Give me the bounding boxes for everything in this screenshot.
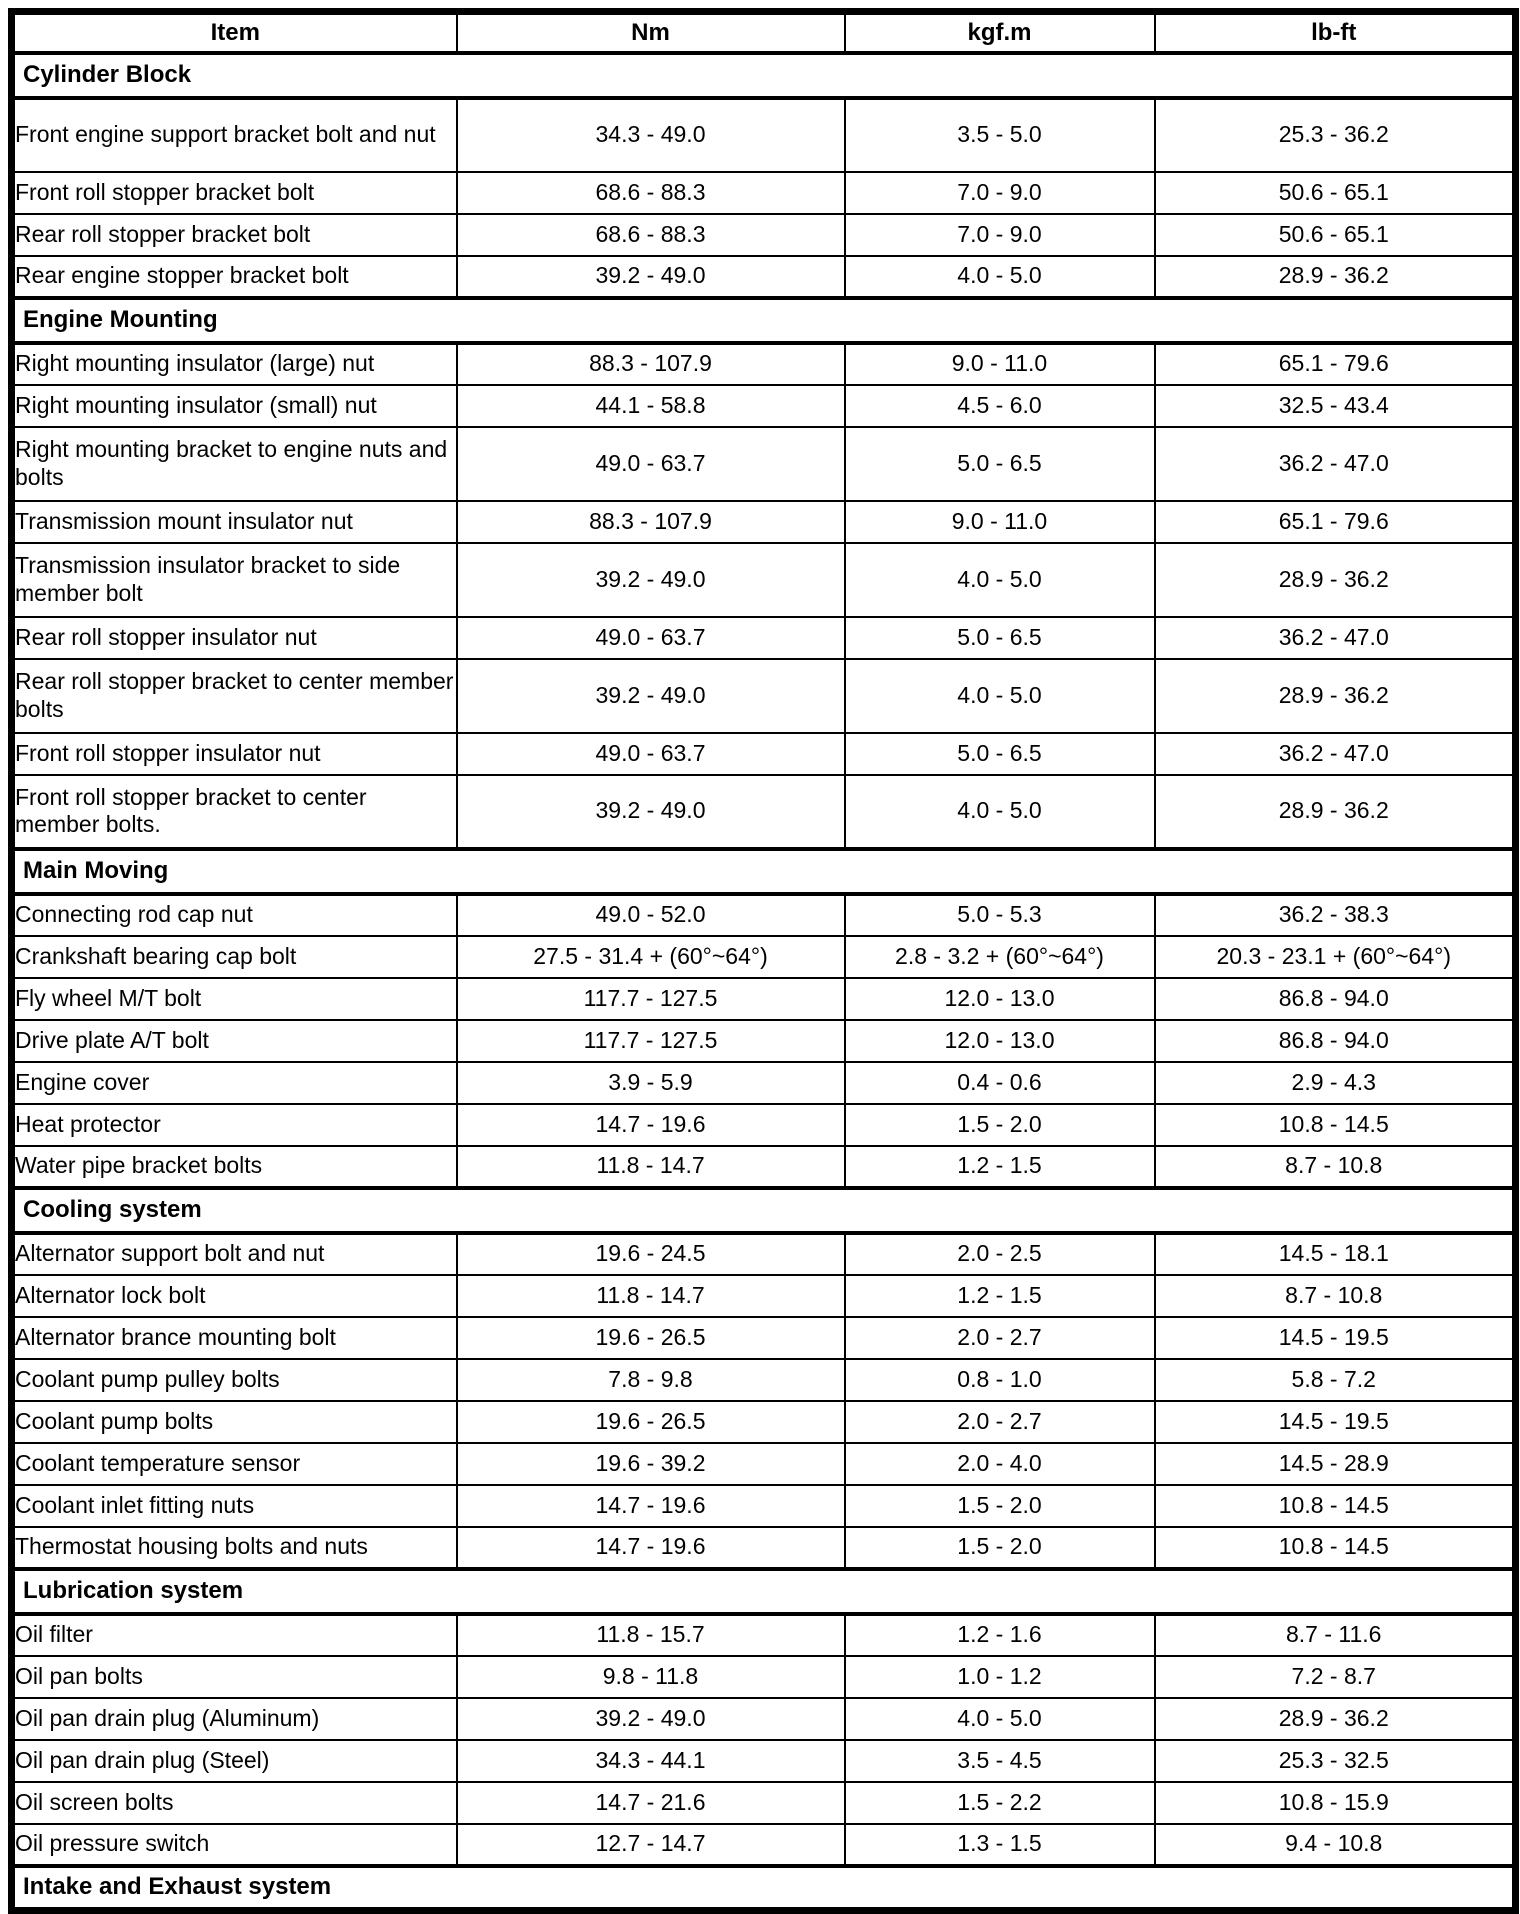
nm-value-cell: 14.7 - 19.6 — [457, 1485, 845, 1527]
table-row — [12, 1020, 1516, 1062]
lbft-value-cell: 10.8 - 15.9 — [1155, 1782, 1516, 1824]
kgfm-value-cell: 2.0 - 2.7 — [845, 1317, 1155, 1359]
lbft-value-cell: 50.6 - 65.1 — [1155, 172, 1516, 214]
nm-value-cell: 27.5 - 31.4 + (60°~64°) — [457, 936, 845, 978]
table-row — [12, 1698, 1516, 1740]
kgfm-value-cell: 2.0 - 2.5 — [845, 1233, 1155, 1275]
table-row — [12, 1233, 1516, 1275]
item-cell: Transmission mount insulator nut — [12, 501, 457, 543]
kgfm-value-cell: 12.0 - 13.0 — [845, 978, 1155, 1020]
table-row — [12, 1824, 1516, 1866]
kgfm-value-cell: 9.0 - 11.0 — [845, 343, 1155, 385]
table-row — [12, 617, 1516, 659]
table-row — [12, 1656, 1516, 1698]
section-header-row — [12, 298, 1516, 343]
item-cell: Front engine support bracket bolt and nut — [12, 98, 457, 172]
kgfm-value-cell: 4.5 - 6.0 — [845, 385, 1155, 427]
item-cell: Right mounting insulator (large) nut — [12, 343, 457, 385]
kgfm-value-cell: 2.0 - 4.0 — [845, 1443, 1155, 1485]
section-title: Main Moving — [12, 849, 1516, 894]
item-cell: Heat protector — [12, 1104, 457, 1146]
item-cell: Rear roll stopper bracket to center member bolts — [12, 659, 457, 733]
table-row — [12, 733, 1516, 775]
lbft-value-cell: 36.2 - 47.0 — [1155, 617, 1516, 659]
lbft-value-cell: 50.6 - 65.1 — [1155, 214, 1516, 256]
lbft-value-cell: 7.2 - 8.7 — [1155, 1656, 1516, 1698]
table-row — [12, 1782, 1516, 1824]
table-row — [12, 343, 1516, 385]
column-header-item: Item — [12, 12, 457, 53]
nm-value-cell: 19.6 - 26.5 — [457, 1401, 845, 1443]
nm-value-cell: 34.3 - 44.1 — [457, 1740, 845, 1782]
item-cell: Oil pressure switch — [12, 1824, 457, 1866]
nm-value-cell: 39.2 - 49.0 — [457, 256, 845, 298]
kgfm-value-cell: 5.0 - 6.5 — [845, 733, 1155, 775]
nm-value-cell: 39.2 - 49.0 — [457, 659, 845, 733]
nm-value-cell: 14.7 - 21.6 — [457, 1782, 845, 1824]
item-cell: Alternator brance mounting bolt — [12, 1317, 457, 1359]
item-cell: Water pipe bracket bolts — [12, 1146, 457, 1188]
item-cell: Connecting rod cap nut — [12, 894, 457, 936]
lbft-value-cell: 9.4 - 10.8 — [1155, 1824, 1516, 1866]
header-row — [12, 12, 1516, 53]
item-cell: Oil pan drain plug (Steel) — [12, 1740, 457, 1782]
item-cell: Oil filter — [12, 1614, 457, 1656]
table-row — [12, 385, 1516, 427]
table-row — [12, 894, 1516, 936]
item-cell: Engine cover — [12, 1062, 457, 1104]
table-row — [12, 978, 1516, 1020]
table-row — [12, 1740, 1516, 1782]
kgfm-value-cell: 12.0 - 13.0 — [845, 1020, 1155, 1062]
nm-value-cell: 3.9 - 5.9 — [457, 1062, 845, 1104]
nm-value-cell: 88.3 - 107.9 — [457, 343, 845, 385]
table-row — [12, 1317, 1516, 1359]
kgfm-value-cell: 1.3 - 1.5 — [845, 1824, 1155, 1866]
kgfm-value-cell: 1.5 - 2.2 — [845, 1782, 1155, 1824]
nm-value-cell: 68.6 - 88.3 — [457, 172, 845, 214]
kgfm-value-cell: 3.5 - 5.0 — [845, 98, 1155, 172]
kgfm-value-cell: 1.2 - 1.6 — [845, 1614, 1155, 1656]
nm-value-cell: 34.3 - 49.0 — [457, 98, 845, 172]
kgfm-value-cell: 0.4 - 0.6 — [845, 1062, 1155, 1104]
kgfm-value-cell: 1.2 - 1.5 — [845, 1275, 1155, 1317]
item-cell: Crankshaft bearing cap bolt — [12, 936, 457, 978]
item-cell: Coolant inlet fitting nuts — [12, 1485, 457, 1527]
nm-value-cell: 49.0 - 52.0 — [457, 894, 845, 936]
nm-value-cell: 14.7 - 19.6 — [457, 1104, 845, 1146]
table-row — [12, 775, 1516, 849]
lbft-value-cell: 14.5 - 19.5 — [1155, 1317, 1516, 1359]
section-header-row — [12, 849, 1516, 894]
column-header-nm: Nm — [457, 12, 845, 53]
kgfm-value-cell: 0.8 - 1.0 — [845, 1359, 1155, 1401]
table-row — [12, 214, 1516, 256]
table-row — [12, 98, 1516, 172]
item-cell: Alternator lock bolt — [12, 1275, 457, 1317]
item-cell: Right mounting insulator (small) nut — [12, 385, 457, 427]
item-cell: Oil screen bolts — [12, 1782, 457, 1824]
item-cell: Fly wheel M/T bolt — [12, 978, 457, 1020]
lbft-value-cell: 25.3 - 32.5 — [1155, 1740, 1516, 1782]
item-cell: Transmission insulator bracket to side member bolt — [12, 543, 457, 617]
lbft-value-cell: 86.8 - 94.0 — [1155, 1020, 1516, 1062]
section-header-row — [12, 1569, 1516, 1614]
nm-value-cell: 39.2 - 49.0 — [457, 543, 845, 617]
kgfm-value-cell: 4.0 - 5.0 — [845, 543, 1155, 617]
item-cell: Rear roll stopper bracket bolt — [12, 214, 457, 256]
nm-value-cell: 14.7 - 19.6 — [457, 1527, 845, 1569]
item-cell: Alternator support bolt and nut — [12, 1233, 457, 1275]
nm-value-cell: 117.7 - 127.5 — [457, 1020, 845, 1062]
item-cell: Front roll stopper insulator nut — [12, 733, 457, 775]
lbft-value-cell: 36.2 - 38.3 — [1155, 894, 1516, 936]
table-header — [12, 12, 1516, 53]
lbft-value-cell: 8.7 - 10.8 — [1155, 1146, 1516, 1188]
kgfm-value-cell: 1.2 - 1.5 — [845, 1146, 1155, 1188]
item-cell: Rear roll stopper insulator nut — [12, 617, 457, 659]
lbft-value-cell: 8.7 - 11.6 — [1155, 1614, 1516, 1656]
torque-spec-table — [8, 8, 1519, 1914]
lbft-value-cell: 2.9 - 4.3 — [1155, 1062, 1516, 1104]
lbft-value-cell: 20.3 - 23.1 + (60°~64°) — [1155, 936, 1516, 978]
item-cell: Oil pan drain plug (Aluminum) — [12, 1698, 457, 1740]
lbft-value-cell: 5.8 - 7.2 — [1155, 1359, 1516, 1401]
table-row — [12, 1275, 1516, 1317]
table-row — [12, 1146, 1516, 1188]
lbft-value-cell: 36.2 - 47.0 — [1155, 427, 1516, 501]
nm-value-cell: 7.8 - 9.8 — [457, 1359, 845, 1401]
nm-value-cell: 9.8 - 11.8 — [457, 1656, 845, 1698]
nm-value-cell: 88.3 - 107.9 — [457, 501, 845, 543]
item-cell: Front roll stopper bracket bolt — [12, 172, 457, 214]
item-cell: Coolant pump bolts — [12, 1401, 457, 1443]
kgfm-value-cell: 5.0 - 6.5 — [845, 427, 1155, 501]
item-cell: Oil pan bolts — [12, 1656, 457, 1698]
section-header-row — [12, 1866, 1516, 1911]
nm-value-cell: 68.6 - 88.3 — [457, 214, 845, 256]
nm-value-cell: 19.6 - 39.2 — [457, 1443, 845, 1485]
nm-value-cell: 49.0 - 63.7 — [457, 427, 845, 501]
lbft-value-cell: 25.3 - 36.2 — [1155, 98, 1516, 172]
table-row — [12, 936, 1516, 978]
nm-value-cell: 19.6 - 26.5 — [457, 1317, 845, 1359]
table-row — [12, 1401, 1516, 1443]
nm-value-cell: 11.8 - 14.7 — [457, 1275, 845, 1317]
table-row — [12, 1527, 1516, 1569]
section-title: Engine Mounting — [12, 298, 1516, 343]
section-header-row — [12, 1188, 1516, 1233]
nm-value-cell: 49.0 - 63.7 — [457, 617, 845, 659]
item-cell: Coolant pump pulley bolts — [12, 1359, 457, 1401]
kgfm-value-cell: 2.8 - 3.2 + (60°~64°) — [845, 936, 1155, 978]
kgfm-value-cell: 7.0 - 9.0 — [845, 214, 1155, 256]
nm-value-cell: 11.8 - 15.7 — [457, 1614, 845, 1656]
kgfm-value-cell: 2.0 - 2.7 — [845, 1401, 1155, 1443]
section-title: Intake and Exhaust system — [12, 1866, 1516, 1911]
table-row — [12, 1614, 1516, 1656]
nm-value-cell: 19.6 - 24.5 — [457, 1233, 845, 1275]
lbft-value-cell: 8.7 - 10.8 — [1155, 1275, 1516, 1317]
lbft-value-cell: 32.5 - 43.4 — [1155, 385, 1516, 427]
nm-value-cell: 49.0 - 63.7 — [457, 733, 845, 775]
lbft-value-cell: 10.8 - 14.5 — [1155, 1485, 1516, 1527]
lbft-value-cell: 14.5 - 19.5 — [1155, 1401, 1516, 1443]
kgfm-value-cell: 1.5 - 2.0 — [845, 1527, 1155, 1569]
nm-value-cell: 12.7 - 14.7 — [457, 1824, 845, 1866]
table-row — [12, 1485, 1516, 1527]
kgfm-value-cell: 1.0 - 1.2 — [845, 1656, 1155, 1698]
lbft-value-cell: 65.1 - 79.6 — [1155, 343, 1516, 385]
kgfm-value-cell: 1.5 - 2.0 — [845, 1485, 1155, 1527]
kgfm-value-cell: 5.0 - 5.3 — [845, 894, 1155, 936]
lbft-value-cell: 36.2 - 47.0 — [1155, 733, 1516, 775]
lbft-value-cell: 14.5 - 28.9 — [1155, 1443, 1516, 1485]
lbft-value-cell: 14.5 - 18.1 — [1155, 1233, 1516, 1275]
kgfm-value-cell: 9.0 - 11.0 — [845, 501, 1155, 543]
table-row — [12, 501, 1516, 543]
lbft-value-cell: 86.8 - 94.0 — [1155, 978, 1516, 1020]
table-row — [12, 1062, 1516, 1104]
column-header-lbft: lb-ft — [1155, 12, 1516, 53]
kgfm-value-cell: 3.5 - 4.5 — [845, 1740, 1155, 1782]
item-cell: Front roll stopper bracket to center member bolts. — [12, 775, 457, 849]
table-row — [12, 1359, 1516, 1401]
kgfm-value-cell: 4.0 - 5.0 — [845, 659, 1155, 733]
lbft-value-cell: 28.9 - 36.2 — [1155, 775, 1516, 849]
table-row — [12, 427, 1516, 501]
section-title: Cylinder Block — [12, 53, 1516, 98]
table-row — [12, 1104, 1516, 1146]
kgfm-value-cell: 1.5 - 2.0 — [845, 1104, 1155, 1146]
nm-value-cell: 117.7 - 127.5 — [457, 978, 845, 1020]
item-cell: Drive plate A/T bolt — [12, 1020, 457, 1062]
table-row — [12, 172, 1516, 214]
item-cell: Right mounting bracket to engine nuts and bolts — [12, 427, 457, 501]
item-cell: Coolant temperature sensor — [12, 1443, 457, 1485]
nm-value-cell: 44.1 - 58.8 — [457, 385, 845, 427]
lbft-value-cell: 28.9 - 36.2 — [1155, 659, 1516, 733]
table-row — [12, 659, 1516, 733]
kgfm-value-cell: 5.0 - 6.5 — [845, 617, 1155, 659]
section-header-row — [12, 53, 1516, 98]
nm-value-cell: 39.2 - 49.0 — [457, 1698, 845, 1740]
section-title: Cooling system — [12, 1188, 1516, 1233]
table-body — [12, 53, 1516, 1911]
nm-value-cell: 11.8 - 14.7 — [457, 1146, 845, 1188]
kgfm-value-cell: 4.0 - 5.0 — [845, 775, 1155, 849]
lbft-value-cell: 10.8 - 14.5 — [1155, 1104, 1516, 1146]
lbft-value-cell: 65.1 - 79.6 — [1155, 501, 1516, 543]
kgfm-value-cell: 4.0 - 5.0 — [845, 1698, 1155, 1740]
lbft-value-cell: 28.9 - 36.2 — [1155, 543, 1516, 617]
table-row — [12, 256, 1516, 298]
item-cell: Thermostat housing bolts and nuts — [12, 1527, 457, 1569]
kgfm-value-cell: 4.0 - 5.0 — [845, 256, 1155, 298]
item-cell: Rear engine stopper bracket bolt — [12, 256, 457, 298]
lbft-value-cell: 10.8 - 14.5 — [1155, 1527, 1516, 1569]
section-title: Lubrication system — [12, 1569, 1516, 1614]
lbft-value-cell: 28.9 - 36.2 — [1155, 1698, 1516, 1740]
table-row — [12, 543, 1516, 617]
kgfm-value-cell: 7.0 - 9.0 — [845, 172, 1155, 214]
nm-value-cell: 39.2 - 49.0 — [457, 775, 845, 849]
table-row — [12, 1443, 1516, 1485]
column-header-kgfm: kgf.m — [845, 12, 1155, 53]
lbft-value-cell: 28.9 - 36.2 — [1155, 256, 1516, 298]
